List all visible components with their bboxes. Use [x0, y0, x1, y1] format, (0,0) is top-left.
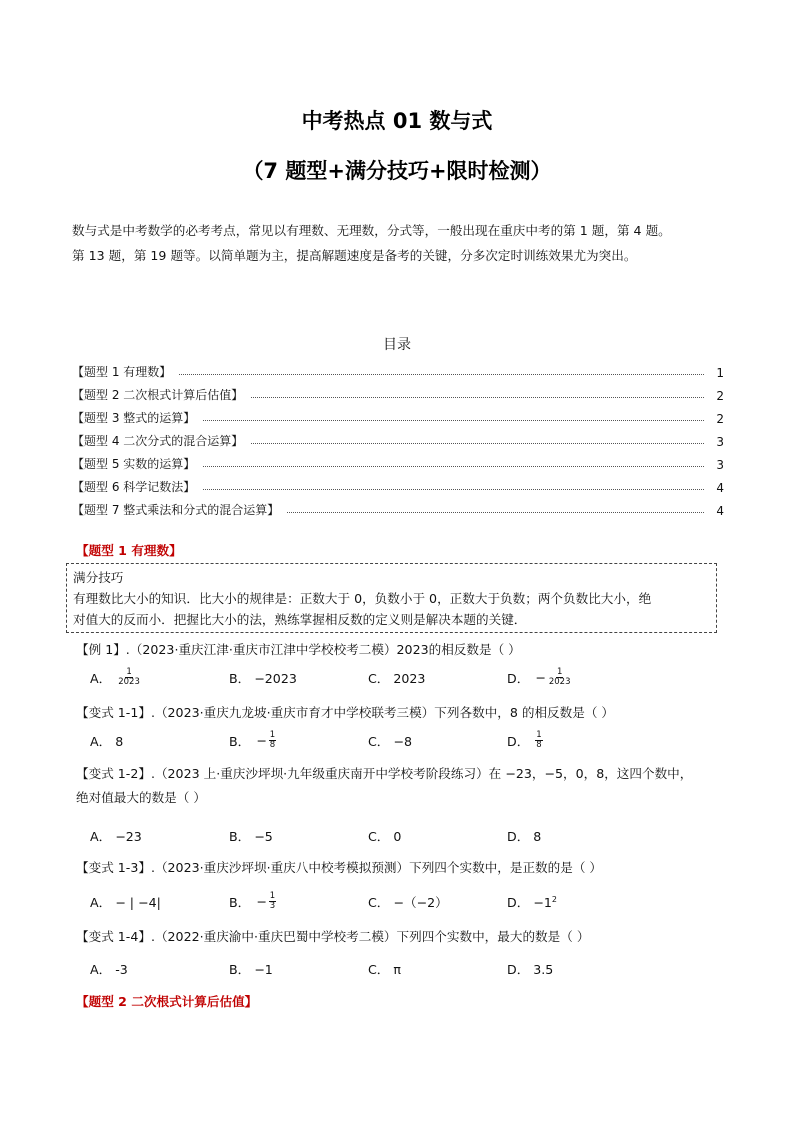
option-b: B． −5 — [229, 829, 273, 844]
intro-paragraph — [72, 218, 732, 268]
option-a: A． 8 — [90, 734, 124, 749]
variant-1-4-stem: 【变式 1-4】.（2022·重庆渝中·重庆巴蜀中学校考二模）下列四个实数中，最大的数是（ ） — [76, 929, 590, 944]
option-b: B． −1 — [229, 962, 273, 977]
toc-leader-dots — [287, 512, 704, 513]
toc-entry-label: 【题型 7 整式乘法和分式的混合运算】 — [72, 503, 280, 517]
numerator: 1 — [269, 891, 276, 901]
denominator: 2023 — [118, 677, 140, 687]
option-b: B． −2023 — [229, 671, 297, 686]
denominator: 3 — [269, 901, 276, 911]
tips-box — [66, 563, 717, 633]
toc-leader-dots — [251, 443, 704, 444]
option-a: A． − | −4| — [90, 895, 161, 910]
example-1-stem: 【例 1】.（2023·重庆江津·重庆市江津中学校校考二模）2023的相反数是（ ） — [76, 642, 521, 657]
example-1-options — [90, 668, 650, 687]
option-c: C． 2023 — [368, 671, 426, 686]
option-c: C． −（−2） — [368, 895, 448, 910]
toc-entry-label: 【题型 5 实数的运算】 — [72, 457, 196, 471]
option-d: D． 8 — [507, 829, 542, 844]
toc-entry-label: 【题型 6 科学记数法】 — [72, 480, 196, 494]
numerator: 1 — [269, 730, 276, 740]
option-a — [90, 668, 229, 687]
page-subtitle: （7 题型+满分技巧+限时检测） — [242, 159, 552, 183]
option-b — [229, 731, 368, 750]
variant-1-1-options — [90, 731, 650, 750]
toc-heading: 目录 — [383, 337, 411, 353]
toc-leader-dots — [251, 397, 704, 398]
toc-entry[interactable] — [72, 449, 724, 472]
toc-entry-page: 3 — [716, 435, 724, 449]
section-heading-2: 【题型 2 二次根式计算后估值】 — [76, 994, 258, 1009]
variant-1-4-options — [90, 959, 650, 978]
toc-entry[interactable] — [72, 495, 724, 518]
variant-1-3-options — [90, 892, 650, 911]
intro-line-1: 数与式是中考数学的必考考点，常见以有理数、无理数，分式等，一般出现在重庆中考的第 1 题，第 4 题。 — [72, 223, 671, 238]
variant-1-2-stem — [76, 762, 736, 810]
page-title: 中考热点 01 数与式 — [301, 109, 493, 133]
option-d-label: D． — [507, 734, 530, 749]
option-b — [229, 892, 368, 911]
numerator: 1 — [556, 667, 563, 677]
toc-entry-label: 【题型 1 有理数】 — [72, 365, 172, 379]
denominator: 8 — [536, 740, 542, 750]
toc-entry-page: 4 — [716, 481, 724, 495]
denominator: 8 — [269, 740, 276, 750]
toc-entry[interactable] — [72, 357, 724, 380]
fraction — [269, 731, 276, 750]
toc-entry-page: 1 — [716, 366, 724, 380]
variant-1-2-line-1: 【变式 1-2】.（2023 上·重庆沙坪坝·九年级重庆南开中学校考阶段练习）在 −23，−5，0，8，这四个数中， — [76, 766, 693, 781]
variant-1-2-line-2: 绝对值最大的数是（ ） — [76, 790, 206, 805]
option-d — [507, 668, 646, 687]
option-d-label: D． — [507, 671, 530, 686]
numerator: 1 — [536, 730, 542, 740]
minus-sign: − — [256, 733, 267, 748]
denominator: 2023 — [548, 677, 571, 687]
toc-entry[interactable] — [72, 380, 724, 403]
option-d — [507, 731, 646, 750]
variant-1-1-stem: 【变式 1-1】.（2023·重庆九龙坡·重庆市育才中学校联考三模）下列各数中，8 的相反数是（ ） — [76, 705, 615, 720]
toc-entry[interactable] — [72, 426, 724, 449]
toc-entry-page: 2 — [716, 412, 724, 426]
variant-1-3-stem: 【变式 1-3】.（2023·重庆沙坪坝·重庆八中校考模拟预测）下列四个实数中，是正数的是（ ） — [76, 860, 603, 875]
toc-leader-dots — [179, 374, 704, 375]
tips-line-2: 对值大的反而小．把握比大小的法，熟练掌握相反数的定义则是解决本题的关键． — [73, 612, 527, 627]
option-c: C． π — [368, 962, 401, 977]
intro-line-2: 第 13 题，第 19 题等。以简单题为主，提高解题速度是备考的关键，分多次定时训练效果尤为突出。 — [72, 248, 637, 263]
option-d-label: D． −1 — [507, 895, 552, 910]
toc-entry-page: 4 — [716, 504, 724, 518]
option-c: C． 0 — [368, 829, 402, 844]
option-b-label: B． — [229, 895, 251, 910]
toc-entry[interactable] — [72, 403, 724, 426]
option-a: A． −23 — [90, 829, 142, 844]
option-a-label: A． — [90, 671, 112, 686]
option-b-label: B． — [229, 734, 251, 749]
option-a: A． -3 — [90, 962, 128, 977]
fraction — [535, 731, 542, 750]
toc-entry-label: 【题型 3 整式的运算】 — [72, 411, 196, 425]
fraction — [269, 892, 276, 911]
section-heading-1: 【题型 1 有理数】 — [76, 543, 182, 558]
minus-sign: − — [535, 670, 546, 685]
toc-leader-dots — [203, 420, 704, 421]
toc-entry-page: 2 — [716, 389, 724, 403]
tips-line-1: 有理数比大小的知识．比大小的规律是：正数大于 0，负数小于 0，正数大于负数；两个负数比大小，绝 — [73, 591, 652, 606]
table-of-contents — [72, 357, 724, 518]
toc-entry[interactable] — [72, 472, 724, 495]
numerator: 1 — [126, 667, 132, 677]
toc-leader-dots — [203, 466, 704, 467]
option-d: D． 3.5 — [507, 962, 554, 977]
minus-sign: − — [256, 894, 267, 909]
fraction — [548, 668, 572, 687]
toc-entry-page: 3 — [716, 458, 724, 472]
toc-leader-dots — [203, 489, 704, 490]
option-c: C． −8 — [368, 734, 412, 749]
exponent: 2 — [551, 894, 557, 904]
variant-1-2-options — [90, 826, 650, 845]
fraction — [117, 668, 141, 687]
option-d — [507, 892, 646, 911]
toc-entry-label: 【题型 4 二次分式的混合运算】 — [72, 434, 244, 448]
toc-entry-label: 【题型 2 二次根式计算后估值】 — [72, 388, 244, 402]
tips-title: 满分技巧 — [73, 570, 124, 585]
